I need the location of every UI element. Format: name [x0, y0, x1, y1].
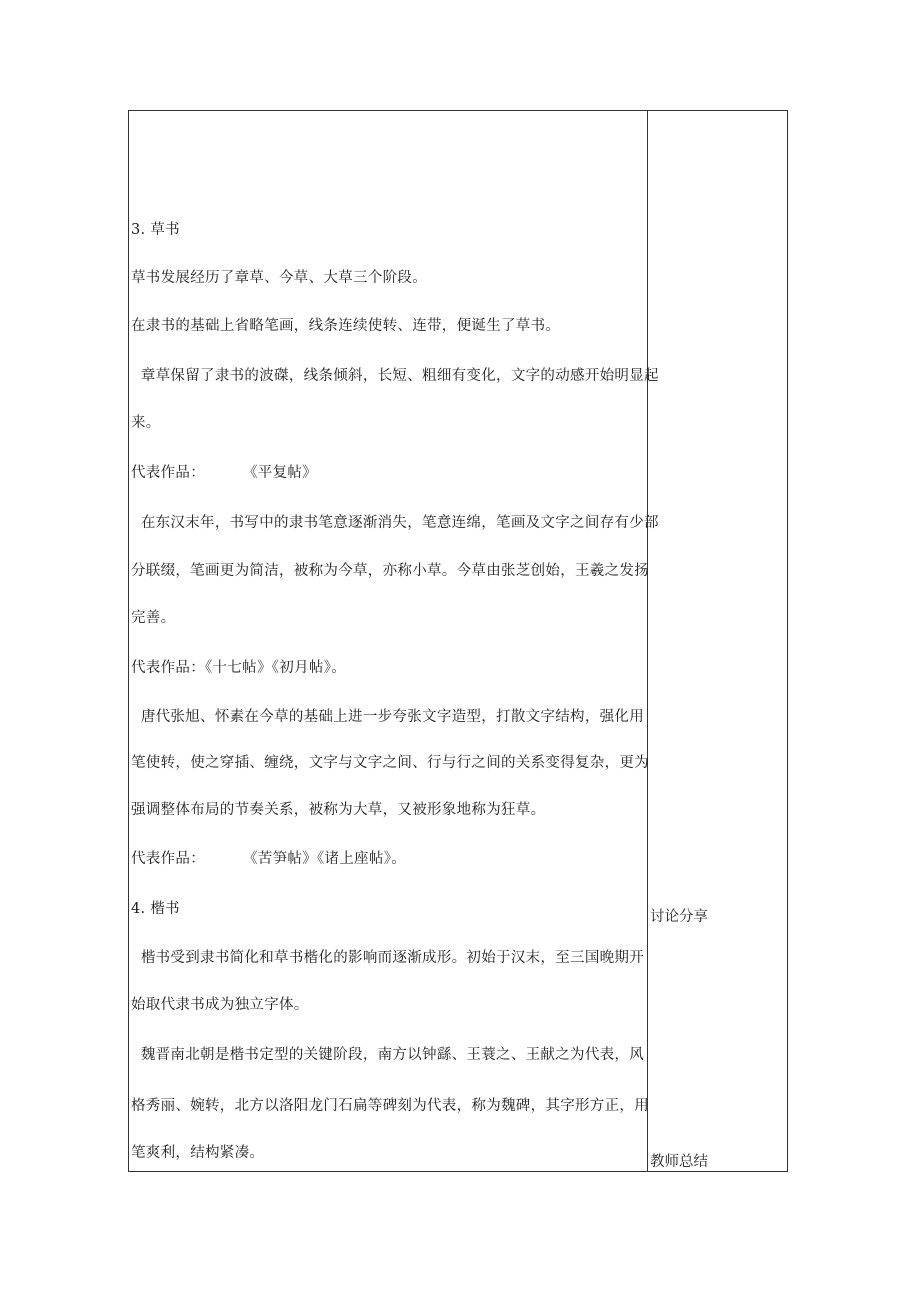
paragraph-dacao-line1: 唐代张旭、怀素在今草的基础上进一步夸张文字造型，打散文字结构，强化用	[131, 709, 645, 725]
representative-works-2: 代表作品：《十七帖》《初月帖》。	[131, 660, 347, 676]
paragraph-jincao-line1: 在东汉末年，书写中的隶书笔意逐渐消失，笔意连绵，笔画及文字之间存有少部	[131, 515, 659, 531]
paragraph-origin: 在隶书的基础上省略笔画，线条连续使转、连带，便诞生了草书。	[131, 318, 561, 334]
paragraph-jincao-line3: 完善。	[131, 610, 176, 626]
discussion-label: 讨论分享	[650, 909, 708, 925]
paragraph-weijin-line3: 笔爽利，结构紧凑。	[131, 1145, 265, 1161]
paragraph-zhangcao-line1: 章草保留了隶书的波磔，线条倾斜，长短、粗细有变化，文字的动感开始明显起	[131, 368, 659, 384]
paragraph-zhangcao-line2: 来。	[131, 415, 161, 431]
paragraph-weijin-line2: 格秀丽、婉转，北方以洛阳龙门石扁等碑刻为代表，称为魏碑，其字形方正，用	[131, 1098, 649, 1114]
teacher-summary-label: 教师总结	[650, 1154, 708, 1170]
representative-works-1: 《平复帖》	[243, 465, 317, 481]
paragraph-stages: 草书发展经历了章草、今草、大草三个阶段。	[131, 270, 427, 286]
paragraph-jincao-line2: 分联缀，笔画更为简洁，被称为今草，亦称小草。今草由张芝创始，王羲之发扬	[131, 563, 649, 579]
paragraph-kaishu-line1: 楷书受到隶书简化和草书楷化的影响而逐渐成形。初始于汉末，至三国晚期开	[131, 950, 645, 966]
lesson-table	[128, 110, 788, 1172]
representative-works-label-3: 代表作品：	[131, 851, 205, 867]
paragraph-kaishu-line2: 始取代隶书成为独立字体。	[131, 997, 309, 1013]
paragraph-dacao-line3: 强调整体布局的节奏关系，被称为大草，又被形象地称为狂草。	[131, 802, 546, 818]
cursive-heading: 3. 草书	[131, 222, 180, 238]
paragraph-dacao-line2: 笔使转，使之穿插、缠绕，文字与文字之间、行与行之间的关系变得复杂，更为	[131, 755, 649, 771]
representative-works-label-1: 代表作品：	[131, 465, 205, 481]
paragraph-weijin-line1: 魏晋南北朝是楷书定型的关键阶段，南方以钟繇、王蓑之、王献之为代表，风	[131, 1047, 645, 1063]
column-divider	[647, 111, 648, 1171]
regular-heading: 4. 楷书	[131, 901, 180, 917]
representative-works-3: 《苦笋帖》《诸上座帖》。	[243, 851, 407, 867]
